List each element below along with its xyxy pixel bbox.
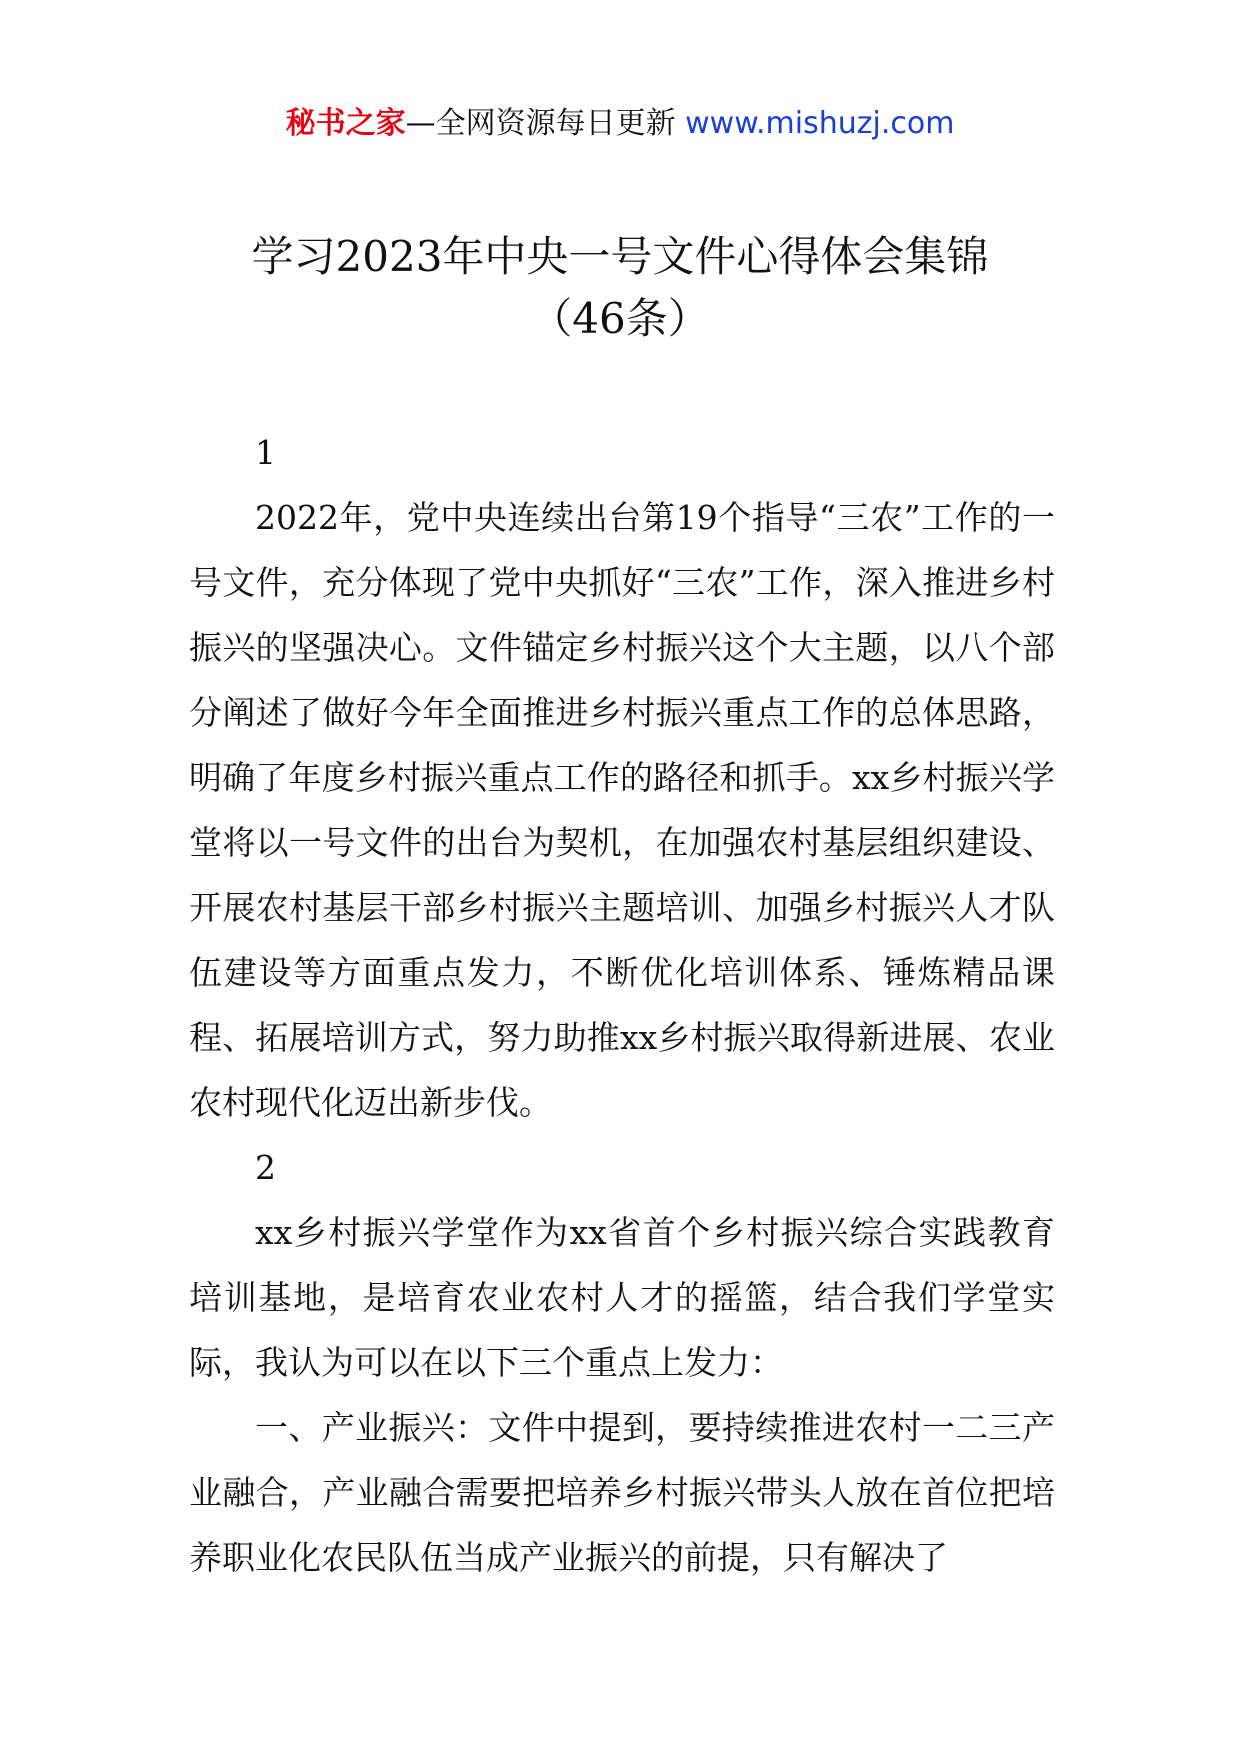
body-paragraph: 2022年，党中央连续出台第19个指导“三农”工作的一号文件，充分体现了党中央抓好“三农”工作，深入推进乡村振兴的坚强决心。文件锚定乡村振兴这个大主题，以八个部分阐述了做好今年全面推进乡村振兴重点工作的总体思路，明确了年度乡村振兴重点工作的路径和抓手。xx乡村振兴学堂将以一号文件的出台为契机，在加强农村基层组织建设、开展农村基层干部乡村振兴主题培训、加强乡村振兴人才队伍建设等方面重点发力，不断优化培训体系、锤炼精品课程、拓展培训方式，努力助推xx乡村振兴取得新进展、农业农村现代化迈出新步伐。 (189, 498, 1055, 1122)
site-brand: 秘书之家 (285, 106, 406, 141)
body-paragraph: 一、产业振兴：文件中提到，要持续推进农村一二三产业融合，产业融合需要把培养乡村振兴带头人放在首位把培养职业化农民队伍当成产业振兴的前提，只有解决了 (189, 1408, 1055, 1577)
title-line-2: （46条） (530, 294, 710, 343)
body-paragraph: xx乡村振兴学堂作为xx省首个乡村振兴综合实践教育培训基地，是培育农业农村人才的摇篮，结合我们学堂实际，我认为可以在以下三个重点上发力： (189, 1213, 1055, 1382)
title-line-1: 学习2023年中央一号文件心得体会集锦 (251, 232, 989, 281)
site-header (0, 104, 1240, 144)
site-tagline: —全网资源每日更新 (405, 106, 676, 141)
document-body (189, 420, 1055, 1590)
section-number: 1 (255, 433, 276, 472)
site-url-link[interactable]: www.mishuzj.com (685, 106, 955, 141)
section-number: 2 (255, 1148, 276, 1187)
document-title (0, 226, 1240, 350)
